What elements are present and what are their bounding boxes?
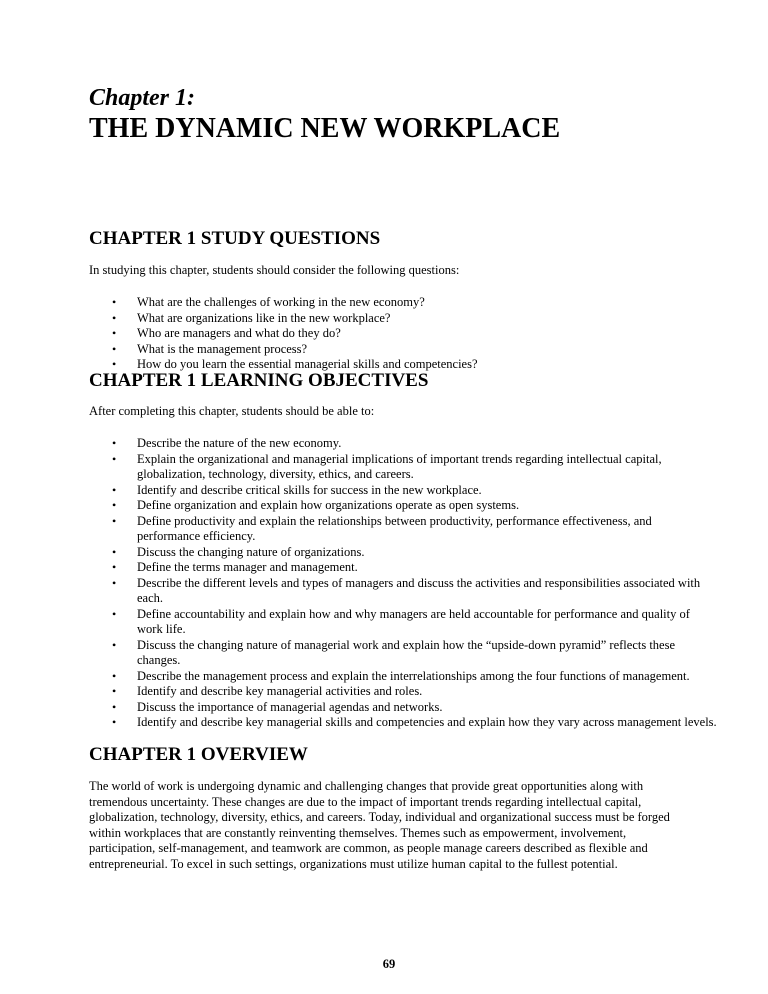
list-item — [89, 498, 717, 514]
objective-text: Define the terms manager and management. — [137, 560, 358, 574]
bullet-icon: • — [112, 482, 117, 497]
bullet-icon: • — [112, 326, 117, 340]
list-item — [89, 669, 717, 685]
list-item — [89, 576, 717, 607]
bullet-icon: • — [112, 575, 117, 590]
bullet-icon: • — [112, 699, 117, 714]
bullet-icon: • — [112, 498, 117, 512]
overview-paragraph: The world of work is undergoing dynamic and challenging changes that provide great opportunities along with tremendous uncertainty. These changes are due to the impact of important trends regarding intellectual capital, globalization, technology, diversity, ethics, and careers. Today, individual and organizational success must be forged within workplaces that are constantly reinventing themselves. Themes such as empowerment, involvement, participation, self-management, and teamwork are common, as people manage careers described as flexible and entrepreneurial. To excel in such settings, organizations must utilize human capital to the fullest potential. — [89, 779, 670, 871]
bullet-icon: • — [112, 357, 117, 371]
bullet-icon: • — [112, 544, 117, 559]
bullet-icon: • — [112, 341, 117, 356]
list-item — [89, 700, 717, 716]
learning-objectives-heading: CHAPTER 1 LEARNING OBJECTIVES — [89, 370, 429, 391]
objective-text: Define accountability and explain how and why managers are held accountable for performance and quality of work life. — [137, 606, 690, 636]
bullet-icon: • — [112, 451, 117, 466]
list-item — [89, 436, 717, 452]
objective-text: Discuss the changing nature of organizations. — [137, 544, 365, 559]
study-question-text: What are organizations like in the new workplace? — [137, 310, 391, 325]
bullet-icon: • — [112, 295, 117, 309]
list-item — [89, 684, 717, 700]
list-item — [89, 311, 717, 327]
bullet-icon: • — [112, 436, 117, 450]
study-question-text: Who are managers and what do they do? — [137, 326, 341, 340]
list-item — [89, 483, 717, 499]
objective-text: Identify and describe key managerial skills and competencies and explain how they vary across management levels. — [137, 715, 717, 729]
list-item — [89, 607, 717, 638]
list-item — [89, 715, 717, 731]
study-questions-heading: CHAPTER 1 STUDY QUESTIONS — [89, 228, 381, 249]
bullet-icon: • — [112, 513, 117, 528]
objective-text: Identify and describe critical skills for success in the new workplace. — [137, 482, 482, 497]
study-question-text: What is the management process? — [137, 341, 308, 356]
objective-text: Define organization and explain how organizations operate as open systems. — [137, 498, 520, 512]
study-questions-intro: In studying this chapter, students should consider the following questions: — [89, 263, 460, 277]
objective-text: Describe the different levels and types of managers and discuss the activities and responsibilities associated with each. — [137, 575, 701, 605]
bullet-icon: • — [112, 684, 117, 698]
list-item — [89, 295, 717, 311]
objective-text: Describe the nature of the new economy. — [137, 436, 342, 450]
objective-text: Describe the management process and explain the interrelationships among the four functions of management. — [137, 668, 690, 683]
objective-text: Define productivity and explain the relationships between productivity, performance effectiveness, and performance efficiency. — [137, 513, 652, 543]
list-item — [89, 326, 717, 342]
list-item — [89, 638, 717, 669]
learning-objectives-intro: After completing this chapter, students should be able to: — [89, 404, 375, 418]
bullet-icon: • — [112, 668, 117, 683]
objective-text: Identify and describe key managerial activities and roles. — [137, 684, 423, 698]
bullet-icon: • — [112, 560, 117, 574]
objective-text: Discuss the importance of managerial agendas and networks. — [137, 699, 443, 714]
chapter-title: THE DYNAMIC NEW WORKPLACE — [89, 113, 561, 144]
list-item — [89, 342, 717, 358]
study-questions-list — [89, 295, 717, 373]
list-item — [89, 514, 717, 545]
list-item — [89, 452, 717, 483]
list-item — [89, 560, 717, 576]
chapter-label: Chapter 1: — [89, 85, 196, 111]
study-question-text: How do you learn the essential managerial skills and competencies? — [137, 357, 478, 371]
learning-objectives-list — [89, 436, 717, 731]
bullet-icon: • — [112, 310, 117, 325]
page-number: 69 — [382, 957, 396, 971]
objective-text: Discuss the changing nature of managerial work and explain how the “upside-down pyramid” reflects these changes. — [137, 637, 676, 667]
list-item — [89, 545, 717, 561]
overview-heading: CHAPTER 1 OVERVIEW — [89, 744, 308, 765]
study-question-text: What are the challenges of working in the new economy? — [137, 295, 425, 309]
bullet-icon: • — [112, 606, 117, 621]
objective-text: Explain the organizational and managerial implications of important trends regarding intellectual capital, globalization, technology, diversity, ethics, and careers. — [137, 451, 662, 481]
bullet-icon: • — [112, 637, 117, 652]
bullet-icon: • — [112, 715, 117, 729]
